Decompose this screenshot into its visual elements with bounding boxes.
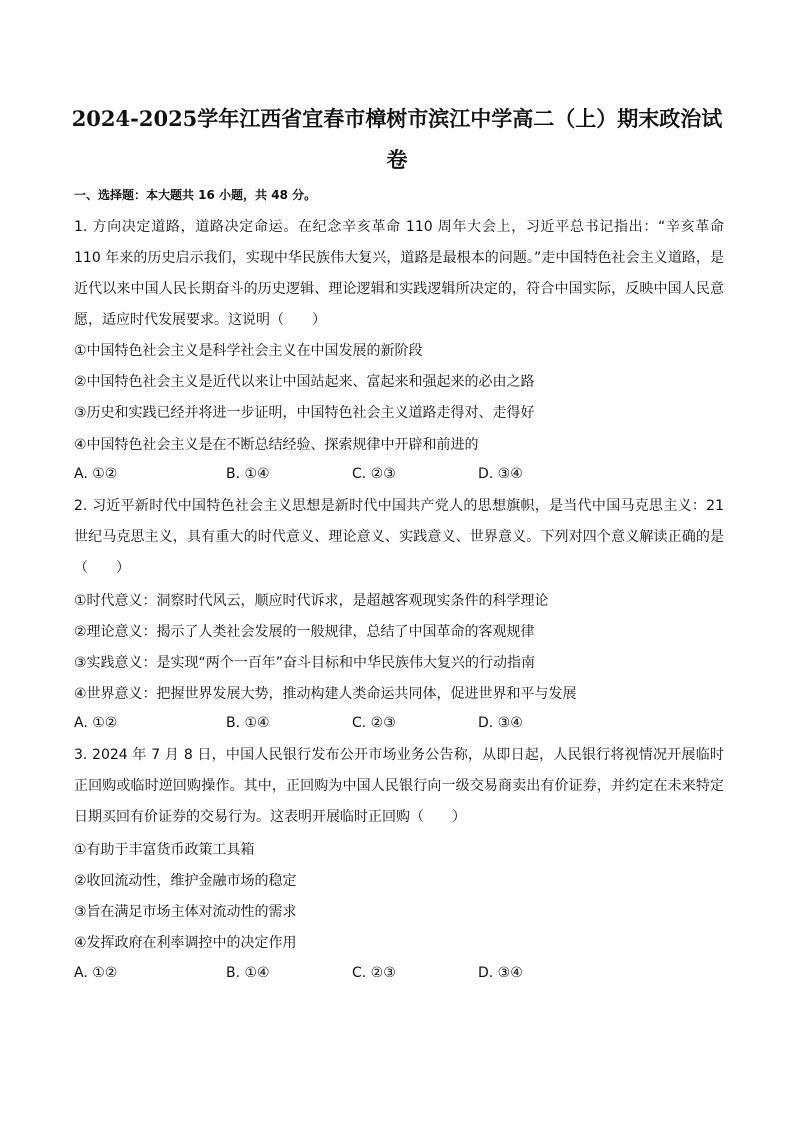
question-2-option-3: ③实践意义：是实现“两个一百年”奋斗目标和中华民族伟大复兴的行动指南	[74, 655, 536, 671]
question-3-choice-d: D. ③④	[478, 965, 523, 981]
question-1-option-2: ②中国特色社会主义是近代以来让中国站起来、富起来和强起来的必由之路	[74, 374, 535, 390]
question-3-stem: 3. 2024 年 7 月 8 日，中国人民银行发布公开市场业务公告称，从即日起，人民银行将视情况开展临时正回购或临时逆回购操作。其中，正回购为中国人民银行向一级交易商卖出有价证券，并约定在未来特定日期买回有价证券的交易行为。这表明开展临时正回购（ ）	[74, 747, 724, 825]
question-2-option-4: ④世界意义：把握世界发展大势，推动构建人类命运共同体，促进世界和平与发展	[74, 686, 577, 702]
question-3-option-1: ①有助于丰富货币政策工具箱	[74, 842, 255, 858]
question-1-choice-b: B. ①④	[226, 466, 270, 482]
question-2-choice-b: B. ①④	[226, 715, 270, 731]
question-3-choice-c: C. ②③	[352, 965, 396, 981]
question-3-choice-b: B. ①④	[226, 965, 270, 981]
section-heading: 一、选择题：本大题共 16 小题，共 48 分。	[74, 188, 317, 202]
exam-title-line-1: 2024-2025学年江西省宜春市樟树市滨江中学高二（上）期末政治试	[71, 106, 723, 131]
question-1-choice-c: C. ②③	[352, 466, 396, 482]
question-1-option-4: ④中国特色社会主义是在不断总结经验、探索规律中开辟和前进的	[74, 437, 479, 453]
question-3-option-2: ②收回流动性，维护金融市场的稳定	[74, 873, 297, 889]
exam-title-line-2: 卷	[386, 147, 408, 172]
question-2-choice-a: A. ①②	[74, 715, 118, 731]
question-2-stem: 2. 习近平新时代中国特色社会主义思想是新时代中国共产党人的思想旗帜，是当代中国马克思主义：21 世纪马克思主义，具有重大的时代意义、理论意义、实践意义、世界意义。下列对四个意义解读正确的是（ ）	[74, 498, 724, 576]
question-1-choices	[74, 466, 724, 486]
question-2-choices	[74, 715, 724, 735]
question-2-choice-c: C. ②③	[352, 715, 396, 731]
question-1-choice-d: D. ③④	[478, 466, 523, 482]
question-1-stem: 1. 方向决定道路，道路决定命运。在纪念辛亥革命 110 周年大会上，习近平总书记指出：“辛亥革命 110 年来的历史启示我们，实现中华民族伟大复兴，道路是最根本的问题。”走中国特色社会主义道路，是近代以来中国人民长期奋斗的历史逻辑、理论逻辑和实践逻辑所决定的，符合中国实际，反映中国人民意愿，适应时代发展要求。这说明（ ）	[74, 219, 724, 328]
question-1-option-3: ③历史和实践已经并将进一步证明，中国特色社会主义道路走得对、走得好	[74, 405, 535, 421]
question-1-option-1: ①中国特色社会主义是科学社会主义在中国发展的新阶段	[74, 343, 423, 359]
question-2-option-2: ②理论意义：揭示了人类社会发展的一般规律，总结了中国革命的客观规律	[74, 624, 535, 640]
question-2-option-1: ①时代意义：洞察时代风云，顺应时代诉求，是超越客观现实条件的科学理论	[74, 593, 549, 609]
question-3-option-3: ③旨在满足市场主体对流动性的需求	[74, 904, 297, 920]
question-2-choice-d: D. ③④	[478, 715, 523, 731]
question-1-choice-a: A. ①②	[74, 466, 118, 482]
question-3-choice-a: A. ①②	[74, 965, 118, 981]
question-3-option-4: ④发挥政府在利率调控中的决定作用	[74, 935, 297, 951]
question-3-choices	[74, 965, 724, 985]
